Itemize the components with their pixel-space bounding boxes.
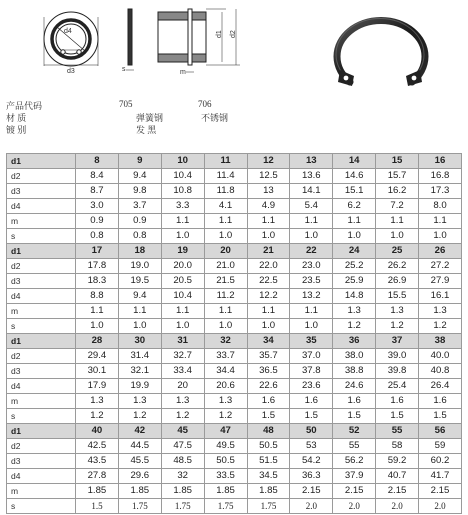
table-cell: 60.2 [419, 454, 462, 469]
d1-cell: 55 [376, 424, 419, 439]
table-cell: 1.5 [290, 409, 333, 424]
table-cell: 1.2 [419, 319, 462, 334]
row-label: s [7, 229, 76, 244]
table-cell: 14.6 [333, 169, 376, 184]
table-cell: 29.6 [118, 469, 161, 484]
table-row [7, 364, 462, 379]
table-row [7, 469, 462, 484]
d1-cell: 56 [419, 424, 462, 439]
table-cell: 3.0 [76, 199, 119, 214]
table-cell: 1.1 [419, 214, 462, 229]
d1-cell: 22 [290, 244, 333, 259]
table-cell: 45.5 [118, 454, 161, 469]
table-cell: 6.2 [333, 199, 376, 214]
table-row [7, 454, 462, 469]
table-header-row [7, 424, 462, 439]
row-label: s [7, 319, 76, 334]
d1-cell: 45 [161, 424, 204, 439]
table-cell: 1.0 [247, 229, 290, 244]
row-label: d3 [7, 364, 76, 379]
table-cell: 30.1 [76, 364, 119, 379]
row-label: d3 [7, 454, 76, 469]
spec-block [6, 99, 306, 135]
d4-label: d4 [64, 28, 72, 35]
row-label: d4 [7, 469, 76, 484]
table-cell: 15.1 [333, 184, 376, 199]
table-cell: 1.0 [376, 229, 419, 244]
table-cell: 38.0 [333, 349, 376, 364]
table-cell: 1.75 [204, 499, 247, 514]
d1-cell: 48 [247, 424, 290, 439]
table-cell: 9.8 [118, 184, 161, 199]
table-cell: 17.3 [419, 184, 462, 199]
table-cell: 14.1 [290, 184, 333, 199]
table-cell: 25.4 [376, 379, 419, 394]
table-cell: 47.5 [161, 439, 204, 454]
table-cell: 3.7 [118, 199, 161, 214]
d1-cell: 20 [204, 244, 247, 259]
d1-cell: 17 [76, 244, 119, 259]
table-cell: 2.15 [290, 484, 333, 499]
table-cell: 1.1 [118, 304, 161, 319]
table-cell: 34.4 [204, 364, 247, 379]
table-cell: 22.0 [247, 259, 290, 274]
table-cell: 1.1 [161, 304, 204, 319]
table-cell: 1.3 [333, 304, 376, 319]
table-cell: 18.3 [76, 274, 119, 289]
table-cell: 16.2 [376, 184, 419, 199]
row-label: d2 [7, 349, 76, 364]
table-cell: 19.0 [118, 259, 161, 274]
spec-value: 弹簧钢 [136, 113, 164, 123]
s-label: s [122, 66, 126, 73]
table-cell: 59 [419, 439, 462, 454]
m-label: m [180, 69, 186, 76]
d2-label: d2 [230, 30, 237, 38]
table-cell: 13.6 [290, 169, 333, 184]
table-cell: 13.2 [290, 289, 333, 304]
table-cell: 1.75 [118, 499, 161, 514]
table-cell: 8.7 [76, 184, 119, 199]
d1-cell: 18 [118, 244, 161, 259]
table-cell: 1.3 [376, 304, 419, 319]
d1-cell: 40 [76, 424, 119, 439]
table-cell: 33.5 [204, 469, 247, 484]
d1-cell: 35 [290, 334, 333, 349]
table-cell: 1.5 [376, 409, 419, 424]
table-cell: 2.15 [419, 484, 462, 499]
table-cell: 20.5 [161, 274, 204, 289]
table-cell: 25.2 [333, 259, 376, 274]
table-cell: 1.85 [204, 484, 247, 499]
table-cell: 1.85 [161, 484, 204, 499]
table-cell: 1.0 [247, 319, 290, 334]
row-label: d4 [7, 289, 76, 304]
table-cell: 20.6 [204, 379, 247, 394]
table-row [7, 319, 462, 334]
d1-cell: 10 [161, 154, 204, 169]
table-cell: 5.4 [290, 199, 333, 214]
d1-cell: 42 [118, 424, 161, 439]
d1-cell: 13 [290, 154, 333, 169]
table-cell: 8.4 [76, 169, 119, 184]
d1-cell: 16 [419, 154, 462, 169]
d1-cell: 12 [247, 154, 290, 169]
table-cell: 51.5 [247, 454, 290, 469]
d1-cell: 31 [161, 334, 204, 349]
table-cell: 1.0 [161, 229, 204, 244]
table-row [7, 379, 462, 394]
table-row [7, 289, 462, 304]
table-cell: 1.1 [247, 304, 290, 319]
table-header-row [7, 334, 462, 349]
row-label: s [7, 409, 76, 424]
d1-cell: 8 [76, 154, 119, 169]
table-cell: 2.0 [333, 499, 376, 514]
table-cell: 43.5 [76, 454, 119, 469]
table-cell: 40.8 [419, 364, 462, 379]
table-cell: 9.4 [118, 169, 161, 184]
table-cell: 19.5 [118, 274, 161, 289]
d1-cell: 19 [161, 244, 204, 259]
table-cell: 40.0 [419, 349, 462, 364]
table-cell: 1.1 [290, 214, 333, 229]
spec-value: 不锈钢 [201, 113, 229, 123]
spec-value: 发 黑 [136, 125, 157, 135]
table-cell: 1.3 [419, 304, 462, 319]
spec-value: 706 [198, 99, 212, 109]
table-cell: 37.9 [333, 469, 376, 484]
table-cell: 39.8 [376, 364, 419, 379]
table-cell: 1.5 [247, 409, 290, 424]
table-cell: 32.7 [161, 349, 204, 364]
table-cell: 11.4 [204, 169, 247, 184]
table-cell: 3.3 [161, 199, 204, 214]
table-cell: 9.4 [118, 289, 161, 304]
circlip-photo [318, 6, 442, 98]
row-label: d1 [7, 334, 76, 349]
table-cell: 34.5 [247, 469, 290, 484]
table-cell: 24.6 [333, 379, 376, 394]
table-cell: 58 [376, 439, 419, 454]
table-cell: 0.8 [76, 229, 119, 244]
table-cell: 55 [333, 439, 376, 454]
table-cell: 1.2 [204, 409, 247, 424]
table-cell: 11.2 [204, 289, 247, 304]
table-cell: 8.0 [419, 199, 462, 214]
table-cell: 48.5 [161, 454, 204, 469]
table-cell: 10.4 [161, 289, 204, 304]
spec-label: 镀 别 [6, 125, 27, 135]
table-cell: 23.0 [290, 259, 333, 274]
row-label: d1 [7, 244, 76, 259]
spec-row-material [6, 111, 306, 123]
row-label: d2 [7, 259, 76, 274]
table-cell: 37.0 [290, 349, 333, 364]
d1-cell: 34 [247, 334, 290, 349]
table-cell: 1.6 [376, 394, 419, 409]
table-cell: 11.8 [204, 184, 247, 199]
table-header-row [7, 154, 462, 169]
table-cell: 22.5 [247, 274, 290, 289]
table-row [7, 394, 462, 409]
table-cell: 1.2 [76, 409, 119, 424]
table-cell: 1.5 [419, 409, 462, 424]
d1-cell: 25 [376, 244, 419, 259]
table-cell: 36.3 [290, 469, 333, 484]
spec-label: 产品代码 [6, 101, 43, 111]
table-cell: 2.15 [333, 484, 376, 499]
table-header-row [7, 244, 462, 259]
table-cell: 38.8 [333, 364, 376, 379]
table-cell: 0.8 [118, 229, 161, 244]
table-cell: 1.3 [118, 394, 161, 409]
table-cell: 4.9 [247, 199, 290, 214]
table-cell: 2.0 [290, 499, 333, 514]
table-cell: 2.0 [419, 499, 462, 514]
table-cell: 1.2 [333, 319, 376, 334]
row-label: d3 [7, 184, 76, 199]
table-cell: 14.8 [333, 289, 376, 304]
row-label: d1 [7, 424, 76, 439]
d1-cell: 30 [118, 334, 161, 349]
table-cell: 1.3 [161, 394, 204, 409]
table-cell: 1.0 [290, 319, 333, 334]
table-cell: 29.4 [76, 349, 119, 364]
table-cell: 0.9 [76, 214, 119, 229]
table-cell: 1.2 [376, 319, 419, 334]
table-cell: 8.8 [76, 289, 119, 304]
spec-row-product-code [6, 99, 306, 111]
table-row [7, 439, 462, 454]
table-cell: 10.8 [161, 184, 204, 199]
table-row [7, 169, 462, 184]
table-row [7, 274, 462, 289]
row-label: m [7, 304, 76, 319]
d1-cell: 14 [333, 154, 376, 169]
table-cell: 23.5 [290, 274, 333, 289]
d1-cell: 24 [333, 244, 376, 259]
table-cell: 1.5 [333, 409, 376, 424]
table-cell: 1.2 [161, 409, 204, 424]
table-cell: 15.5 [376, 289, 419, 304]
table-cell: 40.7 [376, 469, 419, 484]
table-row [7, 184, 462, 199]
table-cell: 1.1 [376, 214, 419, 229]
front-view-drawing [44, 12, 98, 66]
table-cell: 21.5 [204, 274, 247, 289]
table-cell: 1.1 [161, 214, 204, 229]
d1-cell: 15 [376, 154, 419, 169]
table-cell: 1.0 [204, 319, 247, 334]
d1-cell: 32 [204, 334, 247, 349]
table-cell: 1.1 [247, 214, 290, 229]
table-cell: 20.0 [161, 259, 204, 274]
table-cell: 39.0 [376, 349, 419, 364]
row-label: m [7, 214, 76, 229]
table-cell: 1.3 [76, 394, 119, 409]
row-label: d2 [7, 169, 76, 184]
table-cell: 12.2 [247, 289, 290, 304]
table-cell: 1.0 [76, 319, 119, 334]
table-cell: 19.9 [118, 379, 161, 394]
spec-label: 材 质 [6, 113, 27, 123]
table-cell: 1.85 [118, 484, 161, 499]
table-cell: 1.3 [204, 394, 247, 409]
table-cell: 32 [161, 469, 204, 484]
spec-value: 705 [119, 99, 133, 109]
table-row [7, 304, 462, 319]
table-cell: 25.9 [333, 274, 376, 289]
d1-cell: 11 [204, 154, 247, 169]
table-cell: 49.5 [204, 439, 247, 454]
table-row [7, 259, 462, 274]
table-row [7, 484, 462, 499]
table-cell: 13 [247, 184, 290, 199]
table-cell: 2.0 [376, 499, 419, 514]
row-label: s [7, 499, 76, 514]
table-cell: 35.7 [247, 349, 290, 364]
table-cell: 1.0 [204, 229, 247, 244]
table-cell: 23.6 [290, 379, 333, 394]
d1-cell: 9 [118, 154, 161, 169]
table-cell: 31.4 [118, 349, 161, 364]
table-cell: 27.9 [419, 274, 462, 289]
d1-cell: 26 [419, 244, 462, 259]
table-cell: 53 [290, 439, 333, 454]
row-label: d2 [7, 439, 76, 454]
table-cell: 1.75 [161, 499, 204, 514]
d1-cell: 37 [376, 334, 419, 349]
d1-cell: 38 [419, 334, 462, 349]
table-cell: 1.75 [247, 499, 290, 514]
table-cell: 12.5 [247, 169, 290, 184]
table-cell: 10.4 [161, 169, 204, 184]
d3-label: d3 [67, 68, 75, 75]
table-cell: 15.7 [376, 169, 419, 184]
d1-cell: 47 [204, 424, 247, 439]
side-view-drawing [126, 9, 134, 70]
table-cell: 41.7 [419, 469, 462, 484]
table-cell: 1.6 [290, 394, 333, 409]
row-label: d4 [7, 379, 76, 394]
table-cell: 1.85 [76, 484, 119, 499]
table-cell: 56.2 [333, 454, 376, 469]
table-cell: 1.0 [333, 229, 376, 244]
table-cell: 1.6 [419, 394, 462, 409]
table-cell: 17.9 [76, 379, 119, 394]
d1-cell: 50 [290, 424, 333, 439]
groove-section-drawing [158, 9, 240, 72]
table-cell: 42.5 [76, 439, 119, 454]
table-cell: 0.9 [118, 214, 161, 229]
table-cell: 33.4 [161, 364, 204, 379]
table-cell: 21.0 [204, 259, 247, 274]
row-label: m [7, 484, 76, 499]
table-cell: 1.0 [118, 319, 161, 334]
table-cell: 1.1 [204, 304, 247, 319]
table-cell: 22.6 [247, 379, 290, 394]
table-row [7, 214, 462, 229]
table-cell: 36.5 [247, 364, 290, 379]
table-cell: 2.15 [376, 484, 419, 499]
table-cell: 26.9 [376, 274, 419, 289]
table-row [7, 229, 462, 244]
d1-cell: 52 [333, 424, 376, 439]
row-label: m [7, 394, 76, 409]
table-cell: 1.0 [419, 229, 462, 244]
table-cell: 37.8 [290, 364, 333, 379]
table-cell: 50.5 [204, 454, 247, 469]
table-cell: 59.2 [376, 454, 419, 469]
table-cell: 54.2 [290, 454, 333, 469]
table-row [7, 409, 462, 424]
table-cell: 1.1 [204, 214, 247, 229]
table-cell: 1.1 [76, 304, 119, 319]
table-cell: 1.5 [76, 499, 119, 514]
table-cell: 27.8 [76, 469, 119, 484]
table-cell: 4.1 [204, 199, 247, 214]
table-cell: 1.0 [290, 229, 333, 244]
row-label: d1 [7, 154, 76, 169]
d1-cell: 36 [333, 334, 376, 349]
table-cell: 1.0 [161, 319, 204, 334]
table-cell: 1.1 [290, 304, 333, 319]
table-cell: 32.1 [118, 364, 161, 379]
table-cell: 26.4 [419, 379, 462, 394]
d1-label: d1 [216, 30, 223, 38]
table-cell: 1.6 [333, 394, 376, 409]
table-cell: 17.8 [76, 259, 119, 274]
table-cell: 27.2 [419, 259, 462, 274]
table-cell: 1.2 [118, 409, 161, 424]
table-cell: 16.1 [419, 289, 462, 304]
table-cell: 33.7 [204, 349, 247, 364]
table-row [7, 199, 462, 214]
row-label: d3 [7, 274, 76, 289]
d1-cell: 28 [76, 334, 119, 349]
spec-row-plating [6, 123, 306, 135]
table-cell: 44.5 [118, 439, 161, 454]
table-cell: 50.5 [247, 439, 290, 454]
table-row [7, 349, 462, 364]
d1-cell: 21 [247, 244, 290, 259]
table-cell: 26.2 [376, 259, 419, 274]
table-cell: 1.1 [333, 214, 376, 229]
dimension-table [6, 153, 462, 514]
table-row [7, 499, 462, 514]
table-cell: 1.85 [247, 484, 290, 499]
table-cell: 16.8 [419, 169, 462, 184]
table-cell: 1.6 [247, 394, 290, 409]
table-cell: 20 [161, 379, 204, 394]
table-cell: 7.2 [376, 199, 419, 214]
row-label: d4 [7, 199, 76, 214]
